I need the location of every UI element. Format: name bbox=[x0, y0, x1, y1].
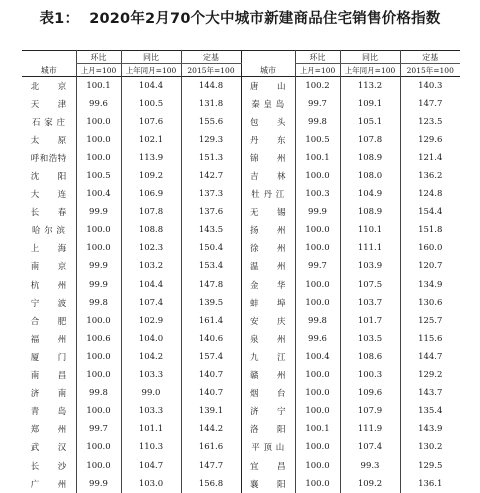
index-tb-right: 107.9 bbox=[340, 402, 400, 420]
header-dj-base-right: 2015年=100 bbox=[400, 64, 460, 77]
city-name-right: 宜 昌 bbox=[241, 456, 295, 474]
header-tb-base-left: 上年同月=100 bbox=[121, 64, 181, 77]
index-tb-left: 110.3 bbox=[121, 438, 181, 456]
index-hb-right: 100.0 bbox=[295, 167, 340, 185]
index-dj-right: 151.8 bbox=[400, 221, 460, 239]
table-row bbox=[22, 330, 460, 348]
city-name-right: 温 州 bbox=[241, 257, 295, 275]
index-dj-right: 115.6 bbox=[400, 330, 460, 348]
index-dj-left: 140.7 bbox=[181, 366, 241, 384]
header-tb-left: 同比 bbox=[121, 51, 181, 64]
city-name-right: 襄 阳 bbox=[241, 475, 295, 493]
index-tb-right: 104.9 bbox=[340, 185, 400, 203]
index-tb-right: 111.1 bbox=[340, 239, 400, 257]
index-hb-left: 100.6 bbox=[76, 330, 121, 348]
city-name-left: 大 连 bbox=[30, 190, 67, 201]
index-tb-left: 108.8 bbox=[121, 221, 181, 239]
index-tb-left: 103.2 bbox=[121, 257, 181, 275]
table-row bbox=[22, 384, 460, 402]
city-name-right: 蚌 埠 bbox=[241, 294, 295, 312]
index-hb-left: 100.0 bbox=[76, 131, 121, 149]
index-hb-left: 99.8 bbox=[76, 384, 121, 402]
index-dj-right: 129.6 bbox=[400, 131, 460, 149]
table-row bbox=[22, 149, 460, 167]
table-row bbox=[22, 203, 460, 221]
table-row bbox=[22, 239, 460, 257]
index-tb-right: 105.1 bbox=[340, 113, 400, 131]
city-name-left: 呼和浩特 bbox=[30, 153, 67, 164]
index-hb-left: 100.0 bbox=[76, 366, 121, 384]
city-name-right: 金 华 bbox=[241, 276, 295, 294]
index-tb-right: 108.9 bbox=[340, 149, 400, 167]
city-name-left: 石 家 庄 bbox=[32, 117, 66, 128]
city-name-left: 长 春 bbox=[30, 208, 67, 219]
index-tb-right: 107.4 bbox=[340, 438, 400, 456]
index-dj-right: 135.4 bbox=[400, 402, 460, 420]
index-tb-left: 101.1 bbox=[121, 420, 181, 438]
city-name-right: 平 顶 山 bbox=[241, 438, 295, 456]
index-dj-right: 130.2 bbox=[400, 438, 460, 456]
city-name-right: 无 锡 bbox=[241, 203, 295, 221]
index-tb-right: 111.9 bbox=[340, 420, 400, 438]
index-dj-right: 144.7 bbox=[400, 348, 460, 366]
index-tb-left: 107.8 bbox=[121, 203, 181, 221]
table-body bbox=[22, 77, 460, 493]
index-tb-left: 104.4 bbox=[121, 77, 181, 95]
table-title-label: 表1： bbox=[39, 11, 80, 27]
index-hb-left: 99.7 bbox=[76, 420, 121, 438]
table-row bbox=[22, 475, 460, 493]
table-row bbox=[22, 402, 460, 420]
index-dj-right: 121.4 bbox=[400, 149, 460, 167]
city-name-right: 牡 丹 江 bbox=[241, 185, 295, 203]
table-title-text: 2020年2月70个大中城市新建商品住宅销售价格指数 bbox=[89, 11, 441, 27]
header-dj-left: 定基 bbox=[181, 51, 241, 64]
header-city-left: 城市 bbox=[40, 66, 57, 75]
index-dj-right: 160.0 bbox=[400, 239, 460, 257]
index-hb-right: 100.0 bbox=[295, 366, 340, 384]
index-tb-right: 103.5 bbox=[340, 330, 400, 348]
index-hb-right: 100.0 bbox=[295, 456, 340, 474]
index-hb-left: 100.0 bbox=[76, 149, 121, 167]
index-tb-left: 100.5 bbox=[121, 95, 181, 113]
index-hb-left: 99.6 bbox=[76, 95, 121, 113]
table-row bbox=[22, 366, 460, 384]
index-tb-right: 108.0 bbox=[340, 167, 400, 185]
index-hb-right: 99.7 bbox=[295, 257, 340, 275]
index-dj-left: 140.6 bbox=[181, 330, 241, 348]
index-tb-left: 104.2 bbox=[121, 348, 181, 366]
city-name-left: 郑 州 bbox=[30, 425, 67, 436]
city-name-right: 扬 州 bbox=[241, 221, 295, 239]
index-dj-left: 137.6 bbox=[181, 203, 241, 221]
city-name-right: 安 庆 bbox=[241, 312, 295, 330]
city-name-right: 秦 皇 岛 bbox=[241, 95, 295, 113]
city-name-right: 唐 山 bbox=[241, 77, 295, 95]
index-dj-left: 143.5 bbox=[181, 221, 241, 239]
index-hb-right: 100.4 bbox=[295, 348, 340, 366]
city-name-left: 广 州 bbox=[30, 479, 67, 490]
index-dj-left: 161.4 bbox=[181, 312, 241, 330]
index-hb-right: 100.0 bbox=[295, 384, 340, 402]
index-hb-right: 99.6 bbox=[295, 330, 340, 348]
index-hb-right: 100.1 bbox=[295, 149, 340, 167]
index-dj-left: 144.2 bbox=[181, 420, 241, 438]
city-name-left: 厦 门 bbox=[30, 352, 67, 363]
index-dj-left: 155.6 bbox=[181, 113, 241, 131]
index-dj-left: 129.3 bbox=[181, 131, 241, 149]
header-tb-right: 同比 bbox=[340, 51, 400, 64]
table-row bbox=[22, 456, 460, 474]
index-tb-left: 107.4 bbox=[121, 294, 181, 312]
index-hb-left: 100.5 bbox=[76, 167, 121, 185]
index-dj-right: 130.6 bbox=[400, 294, 460, 312]
index-dj-right: 136.1 bbox=[400, 475, 460, 493]
index-tb-right: 107.8 bbox=[340, 131, 400, 149]
index-hb-right: 100.0 bbox=[295, 475, 340, 493]
index-dj-right: 136.2 bbox=[400, 167, 460, 185]
index-hb-left: 100.0 bbox=[76, 239, 121, 257]
index-hb-right: 99.9 bbox=[295, 203, 340, 221]
index-hb-right: 100.0 bbox=[295, 402, 340, 420]
city-name-right: 丹 东 bbox=[241, 131, 295, 149]
index-dj-left: 147.8 bbox=[181, 276, 241, 294]
index-tb-left: 102.9 bbox=[121, 312, 181, 330]
index-dj-left: 157.4 bbox=[181, 348, 241, 366]
index-dj-left: 153.4 bbox=[181, 257, 241, 275]
index-hb-right: 100.0 bbox=[295, 294, 340, 312]
table-header bbox=[22, 51, 460, 77]
city-name-left: 上 海 bbox=[30, 244, 67, 255]
index-tb-left: 107.6 bbox=[121, 113, 181, 131]
city-name-right: 徐 州 bbox=[241, 239, 295, 257]
index-hb-left: 99.9 bbox=[76, 475, 121, 493]
index-hb-right: 99.8 bbox=[295, 312, 340, 330]
index-tb-right: 108.6 bbox=[340, 348, 400, 366]
city-name-right: 九 江 bbox=[241, 348, 295, 366]
index-hb-right: 99.8 bbox=[295, 113, 340, 131]
index-tb-left: 103.3 bbox=[121, 366, 181, 384]
index-dj-right: 140.3 bbox=[400, 77, 460, 95]
index-dj-right: 129.5 bbox=[400, 456, 460, 474]
city-name-left: 宁 波 bbox=[30, 298, 67, 309]
index-hb-left: 100.0 bbox=[76, 113, 121, 131]
table-row bbox=[22, 221, 460, 239]
index-hb-left: 99.9 bbox=[76, 203, 121, 221]
index-hb-left: 100.1 bbox=[76, 77, 121, 95]
table-row bbox=[22, 348, 460, 366]
index-tb-right: 107.5 bbox=[340, 276, 400, 294]
index-hb-right: 100.1 bbox=[295, 420, 340, 438]
city-name-left: 武 汉 bbox=[30, 443, 67, 454]
index-hb-left: 100.0 bbox=[76, 402, 121, 420]
index-hb-right: 100.0 bbox=[295, 221, 340, 239]
header-dj-right: 定基 bbox=[400, 51, 460, 64]
index-tb-right: 108.9 bbox=[340, 203, 400, 221]
index-hb-left: 99.9 bbox=[76, 276, 121, 294]
table-row bbox=[22, 167, 460, 185]
city-name-left: 福 州 bbox=[30, 334, 67, 345]
index-hb-right: 100.0 bbox=[295, 239, 340, 257]
index-dj-left: 150.4 bbox=[181, 239, 241, 257]
header-tb-base-right: 上年同月=100 bbox=[340, 64, 400, 77]
index-tb-left: 106.9 bbox=[121, 185, 181, 203]
index-hb-right: 100.0 bbox=[295, 438, 340, 456]
table-row bbox=[22, 438, 460, 456]
city-name-left: 沈 阳 bbox=[30, 172, 67, 183]
index-tb-right: 109.1 bbox=[340, 95, 400, 113]
city-name-right: 洛 阳 bbox=[241, 420, 295, 438]
city-name-right: 锦 州 bbox=[241, 149, 295, 167]
index-tb-left: 102.1 bbox=[121, 131, 181, 149]
index-dj-right: 147.7 bbox=[400, 95, 460, 113]
index-hb-left: 100.4 bbox=[76, 185, 121, 203]
index-tb-left: 103.0 bbox=[121, 475, 181, 493]
city-name-left: 合 肥 bbox=[30, 316, 67, 327]
index-hb-right: 100.0 bbox=[295, 276, 340, 294]
index-hb-left: 100.0 bbox=[76, 312, 121, 330]
city-name-left: 南 京 bbox=[30, 262, 67, 273]
index-tb-right: 103.9 bbox=[340, 257, 400, 275]
index-dj-left: 131.8 bbox=[181, 95, 241, 113]
table-row bbox=[22, 113, 460, 131]
header-city-right: 城市 bbox=[241, 51, 295, 77]
city-name-left: 南 昌 bbox=[30, 371, 67, 382]
table-row bbox=[22, 131, 460, 149]
index-hb-left: 99.8 bbox=[76, 294, 121, 312]
index-dj-right: 143.7 bbox=[400, 384, 460, 402]
index-dj-right: 123.5 bbox=[400, 113, 460, 131]
index-tb-left: 104.4 bbox=[121, 276, 181, 294]
index-dj-left: 144.8 bbox=[181, 77, 241, 95]
index-tb-left: 109.2 bbox=[121, 167, 181, 185]
index-hb-left: 100.0 bbox=[76, 348, 121, 366]
table-row bbox=[22, 294, 460, 312]
index-tb-left: 113.9 bbox=[121, 149, 181, 167]
index-tb-left: 99.0 bbox=[121, 384, 181, 402]
index-tb-left: 102.3 bbox=[121, 239, 181, 257]
header-hb-base-left: 上月=100 bbox=[76, 64, 121, 77]
index-dj-left: 142.7 bbox=[181, 167, 241, 185]
city-name-left: 北 京 bbox=[30, 81, 67, 92]
index-dj-left: 139.1 bbox=[181, 402, 241, 420]
index-hb-right: 100.3 bbox=[295, 185, 340, 203]
city-name-right: 吉 林 bbox=[241, 167, 295, 185]
table-row bbox=[22, 257, 460, 275]
index-dj-right: 129.2 bbox=[400, 366, 460, 384]
index-dj-right: 143.9 bbox=[400, 420, 460, 438]
city-name-right: 济 宁 bbox=[241, 402, 295, 420]
city-name-right: 包 头 bbox=[241, 113, 295, 131]
index-tb-right: 110.1 bbox=[340, 221, 400, 239]
city-name-left: 太 原 bbox=[30, 135, 67, 146]
price-index-table bbox=[22, 50, 460, 493]
index-tb-right: 109.6 bbox=[340, 384, 400, 402]
city-name-right: 烟 台 bbox=[241, 384, 295, 402]
index-dj-right: 125.7 bbox=[400, 312, 460, 330]
index-hb-left: 99.9 bbox=[76, 257, 121, 275]
table-row bbox=[22, 420, 460, 438]
index-hb-left: 100.0 bbox=[76, 456, 121, 474]
index-tb-right: 109.2 bbox=[340, 475, 400, 493]
header-hb-right: 环比 bbox=[295, 51, 340, 64]
index-dj-right: 154.4 bbox=[400, 203, 460, 221]
index-hb-right: 99.7 bbox=[295, 95, 340, 113]
table-title bbox=[0, 7, 480, 28]
index-tb-left: 104.7 bbox=[121, 456, 181, 474]
index-tb-left: 103.3 bbox=[121, 402, 181, 420]
city-name-left: 长 沙 bbox=[30, 461, 67, 472]
header-hb-base-right: 上月=100 bbox=[295, 64, 340, 77]
index-dj-left: 156.8 bbox=[181, 475, 241, 493]
index-tb-right: 100.3 bbox=[340, 366, 400, 384]
index-hb-right: 100.5 bbox=[295, 131, 340, 149]
index-dj-left: 139.5 bbox=[181, 294, 241, 312]
table-row bbox=[22, 95, 460, 113]
index-tb-left: 104.0 bbox=[121, 330, 181, 348]
city-name-right: 赣 州 bbox=[241, 366, 295, 384]
index-hb-left: 100.0 bbox=[76, 221, 121, 239]
index-dj-right: 124.8 bbox=[400, 185, 460, 203]
city-name-right: 泉 州 bbox=[241, 330, 295, 348]
index-tb-right: 113.2 bbox=[340, 77, 400, 95]
city-name-left: 济 南 bbox=[30, 389, 67, 400]
index-dj-left: 140.7 bbox=[181, 384, 241, 402]
index-dj-left: 161.6 bbox=[181, 438, 241, 456]
index-hb-right: 100.2 bbox=[295, 77, 340, 95]
index-dj-left: 147.7 bbox=[181, 456, 241, 474]
index-tb-right: 103.7 bbox=[340, 294, 400, 312]
city-name-left: 哈 尔 滨 bbox=[32, 226, 66, 237]
index-dj-right: 134.9 bbox=[400, 276, 460, 294]
index-dj-left: 151.3 bbox=[181, 149, 241, 167]
index-tb-right: 99.3 bbox=[340, 456, 400, 474]
city-name-left: 杭 州 bbox=[30, 280, 67, 291]
header-dj-base-left: 2015年=100 bbox=[181, 64, 241, 77]
table-row bbox=[22, 77, 460, 95]
index-dj-right: 120.7 bbox=[400, 257, 460, 275]
index-hb-left: 100.0 bbox=[76, 438, 121, 456]
header-hb-left: 环比 bbox=[76, 51, 121, 64]
table-row bbox=[22, 185, 460, 203]
index-tb-right: 101.7 bbox=[340, 312, 400, 330]
city-name-left: 青 岛 bbox=[30, 407, 67, 418]
index-dj-left: 137.3 bbox=[181, 185, 241, 203]
table-row bbox=[22, 312, 460, 330]
city-name-left: 天 津 bbox=[30, 99, 67, 110]
table-row bbox=[22, 276, 460, 294]
